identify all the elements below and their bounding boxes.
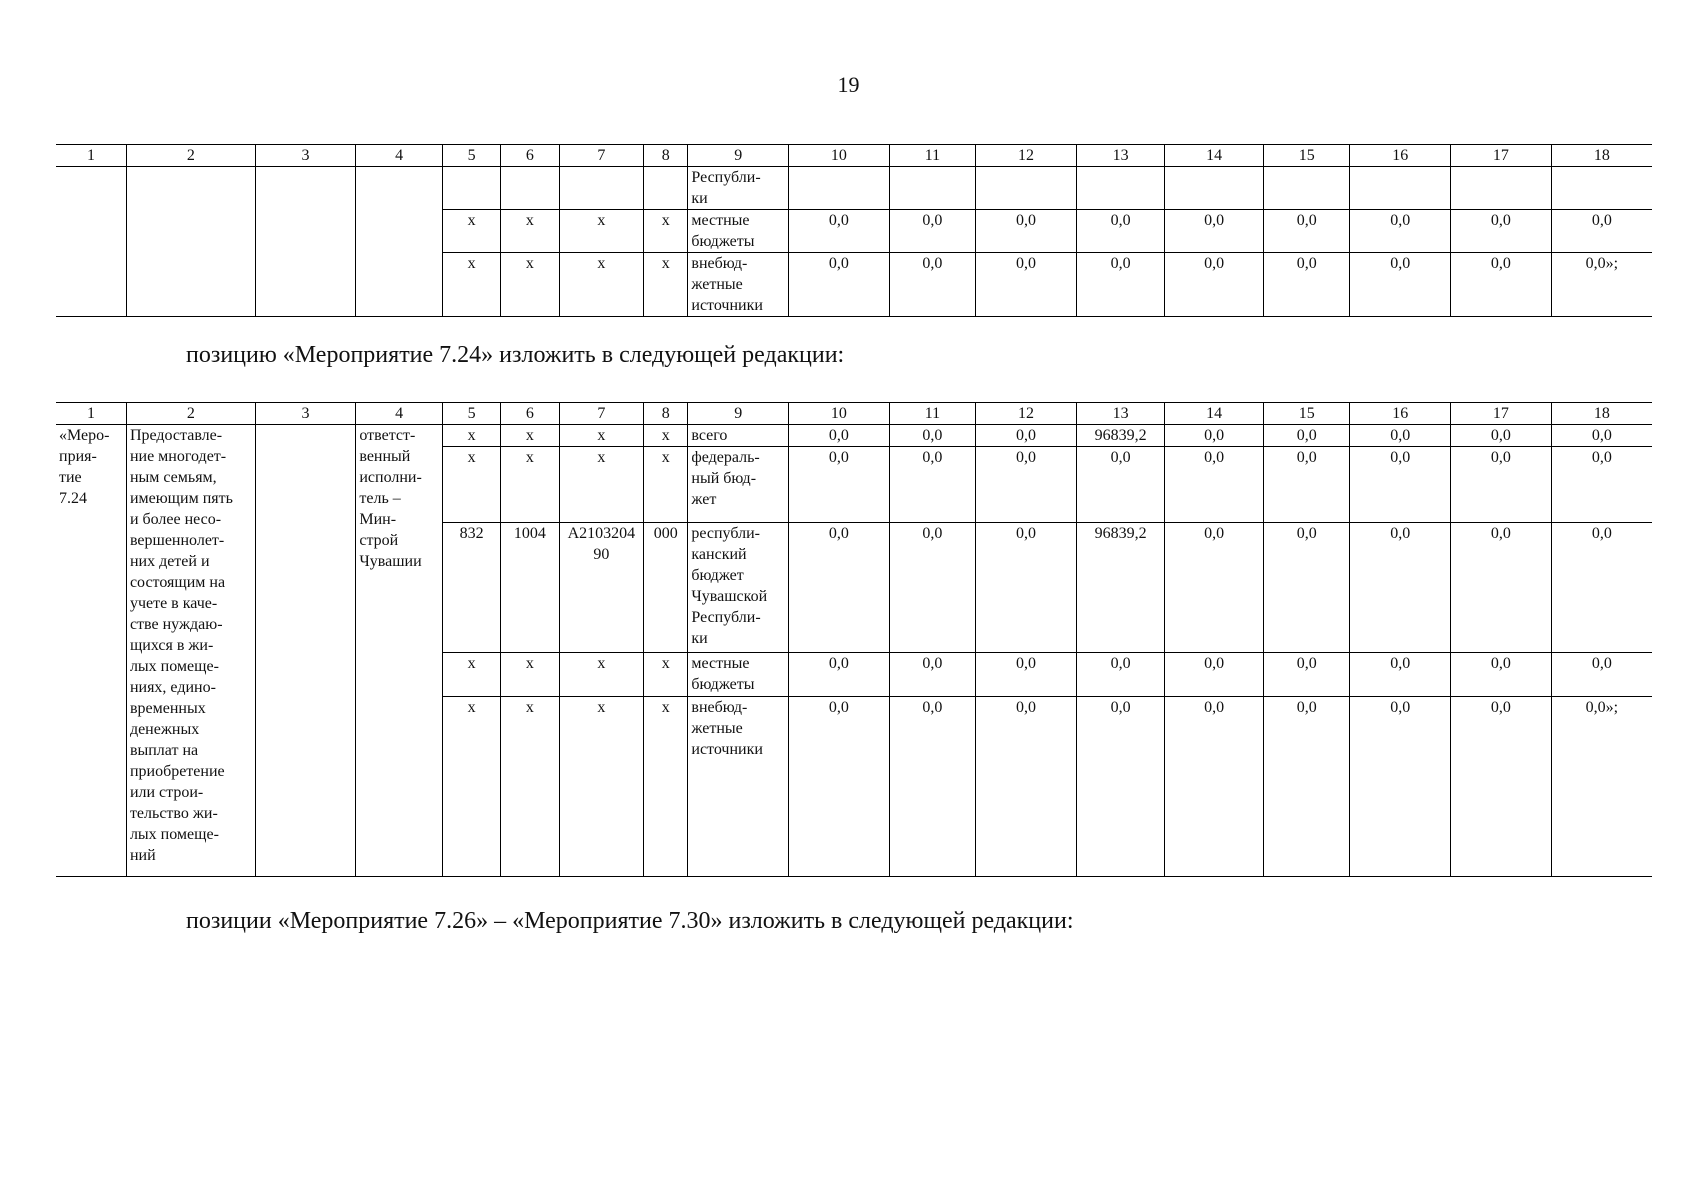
value-cell: 0,0	[889, 425, 976, 447]
value-cell: 0,0	[1451, 210, 1552, 253]
table-cell: х	[501, 210, 559, 253]
value-cell: 0,0	[1165, 697, 1264, 877]
column-header: 9	[688, 403, 789, 425]
value-cell: 0,0	[1263, 253, 1350, 317]
table-cell	[1263, 167, 1350, 210]
budget-code: 1004	[501, 523, 559, 653]
value-cell: 0,0	[1551, 210, 1652, 253]
value-cell: 0,0	[976, 253, 1077, 317]
column-header: 9	[688, 145, 789, 167]
column-header: 5	[442, 403, 500, 425]
value-cell: 0,0	[889, 253, 976, 317]
responsible-executor: ответст- венный исполни- тель – Мин- строй Чувашии	[356, 425, 443, 877]
value-cell: 0,0	[976, 523, 1077, 653]
column-header: 17	[1451, 403, 1552, 425]
value-cell: 0,0	[1263, 523, 1350, 653]
column-header: 2	[126, 145, 255, 167]
column-header: 11	[889, 145, 976, 167]
value-cell: 0,0	[976, 697, 1077, 877]
value-cell: 96839,2	[1076, 523, 1165, 653]
value-cell: 0,0	[889, 447, 976, 523]
value-cell: 0,0	[789, 697, 890, 877]
value-cell: 0,0	[1165, 253, 1264, 317]
column-header: 6	[501, 403, 559, 425]
budget-code: А2103204 90	[559, 523, 644, 653]
table-cell: х	[559, 447, 644, 523]
value-cell: 0,0	[1165, 653, 1264, 697]
value-cell: 0,0	[1165, 425, 1264, 447]
value-cell: 0,0	[789, 210, 890, 253]
value-cell: 0,0	[1451, 447, 1552, 523]
table-cell: х	[644, 210, 688, 253]
table-cell: х	[501, 653, 559, 697]
value-cell: 0,0»;	[1551, 253, 1652, 317]
source-label: республи- канский бюджет Чувашской Республи- ки	[688, 523, 789, 653]
table-cell	[889, 167, 976, 210]
table-cell: х	[501, 253, 559, 317]
column-header: 12	[976, 403, 1077, 425]
table-cell: х	[644, 653, 688, 697]
source-label: Республи- ки	[688, 167, 789, 210]
table-cell	[789, 167, 890, 210]
table-row	[56, 425, 1652, 447]
column-header: 14	[1165, 145, 1264, 167]
table-cell: х	[644, 447, 688, 523]
column-header: 2	[126, 403, 255, 425]
column-header: 13	[1076, 145, 1165, 167]
value-cell: 0,0	[976, 425, 1077, 447]
table-cell	[559, 167, 644, 210]
table-cell: х	[644, 425, 688, 447]
table-cell: х	[501, 697, 559, 877]
budget-code: 000	[644, 523, 688, 653]
value-cell: 0,0	[1076, 697, 1165, 877]
column-header: 15	[1263, 403, 1350, 425]
table-cell: х	[644, 697, 688, 877]
column-header: 5	[442, 145, 500, 167]
column-header: 4	[356, 403, 443, 425]
value-cell: 96839,2	[1076, 425, 1165, 447]
value-cell: 0,0	[1350, 253, 1451, 317]
table-cell	[56, 167, 126, 317]
table-cell: х	[442, 447, 500, 523]
value-cell: 0,0	[1350, 447, 1451, 523]
instruction-paragraph: позиции «Мероприятие 7.26» – «Мероприятие 7.30» изложить в следующей редакции:	[186, 908, 1074, 934]
value-cell: 0,0	[1451, 253, 1552, 317]
column-header: 18	[1551, 403, 1652, 425]
column-header: 3	[255, 145, 356, 167]
table-cell: х	[559, 697, 644, 877]
table-cell: х	[559, 425, 644, 447]
table-cell	[1551, 167, 1652, 210]
value-cell: 0,0	[1451, 523, 1552, 653]
value-cell: 0,0	[1350, 210, 1451, 253]
value-cell: 0,0	[1350, 425, 1451, 447]
table-cell: х	[442, 210, 500, 253]
instruction-paragraph: позицию «Мероприятие 7.24» изложить в следующей редакции:	[186, 342, 845, 368]
table-cell	[1451, 167, 1552, 210]
page-number: 19	[837, 72, 860, 97]
budget-table-measure-7-24	[56, 402, 1652, 877]
table-cell: х	[559, 653, 644, 697]
table-cell	[1165, 167, 1264, 210]
value-cell: 0,0	[1076, 210, 1165, 253]
value-cell: 0,0	[789, 653, 890, 697]
table-cell	[255, 167, 356, 317]
value-cell: 0,0	[1165, 447, 1264, 523]
value-cell: 0,0	[976, 447, 1077, 523]
table-cell: х	[501, 425, 559, 447]
table-cell: х	[442, 425, 500, 447]
column-header: 10	[789, 403, 890, 425]
measure-description: Предоставле- ние многодет- ным семьям, имеющим пять и более несо- вершеннолет- них детей и состоящим на учете в каче- стве нуждаю- щихся в жи- лых помеще- ниях, едино- временных денежных выплат на приобретение или строи- тельство жи- лых помеще- ний	[126, 425, 255, 877]
table-cell: х	[442, 653, 500, 697]
value-cell: 0,0»;	[1551, 697, 1652, 877]
column-header: 11	[889, 403, 976, 425]
value-cell: 0,0	[889, 653, 976, 697]
value-cell: 0,0	[1263, 210, 1350, 253]
table-cell	[1350, 167, 1451, 210]
value-cell: 0,0	[1165, 523, 1264, 653]
value-cell: 0,0	[1451, 653, 1552, 697]
source-label: внебюд- жетные источники	[688, 697, 789, 877]
source-label: внебюд- жетные источники	[688, 253, 789, 317]
table-cell	[126, 167, 255, 317]
column-header: 17	[1451, 145, 1552, 167]
column-header: 15	[1263, 145, 1350, 167]
value-cell: 0,0	[1263, 447, 1350, 523]
value-cell: 0,0	[1350, 697, 1451, 877]
table-cell: х	[501, 447, 559, 523]
column-header: 1	[56, 403, 126, 425]
value-cell: 0,0	[1451, 425, 1552, 447]
value-cell: 0,0	[889, 697, 976, 877]
value-cell: 0,0	[1551, 523, 1652, 653]
value-cell: 0,0	[1263, 653, 1350, 697]
column-header: 6	[501, 145, 559, 167]
table-cell	[976, 167, 1077, 210]
value-cell: 0,0	[1551, 447, 1652, 523]
budget-table-continuation	[56, 144, 1652, 317]
column-header: 10	[789, 145, 890, 167]
value-cell: 0,0	[1451, 697, 1552, 877]
value-cell: 0,0	[1350, 523, 1451, 653]
column-header: 4	[356, 145, 443, 167]
table-row	[56, 167, 1652, 210]
value-cell: 0,0	[1551, 425, 1652, 447]
column-header: 16	[1350, 403, 1451, 425]
column-header: 7	[559, 145, 644, 167]
table-cell	[255, 425, 356, 877]
value-cell: 0,0	[789, 447, 890, 523]
column-header: 18	[1551, 145, 1652, 167]
column-header: 3	[255, 403, 356, 425]
value-cell: 0,0	[1263, 697, 1350, 877]
column-header: 12	[976, 145, 1077, 167]
table-cell: х	[644, 253, 688, 317]
value-cell: 0,0	[1076, 447, 1165, 523]
value-cell: 0,0	[1263, 425, 1350, 447]
value-cell: 0,0	[976, 210, 1077, 253]
table-cell	[501, 167, 559, 210]
column-header-row	[56, 403, 1652, 425]
source-label: всего	[688, 425, 789, 447]
source-label: местные бюджеты	[688, 210, 789, 253]
column-header: 13	[1076, 403, 1165, 425]
column-header: 8	[644, 145, 688, 167]
budget-code: 832	[442, 523, 500, 653]
value-cell: 0,0	[789, 253, 890, 317]
value-cell: 0,0	[789, 425, 890, 447]
table-cell	[644, 167, 688, 210]
table-cell: х	[559, 253, 644, 317]
value-cell: 0,0	[889, 523, 976, 653]
table-cell: х	[559, 210, 644, 253]
value-cell: 0,0	[976, 653, 1077, 697]
value-cell: 0,0	[1165, 210, 1264, 253]
table-cell	[356, 167, 443, 317]
value-cell: 0,0	[1350, 653, 1451, 697]
column-header: 8	[644, 403, 688, 425]
column-header-row	[56, 145, 1652, 167]
table-cell: х	[442, 697, 500, 877]
measure-number: «Меро- прия- тие 7.24	[56, 425, 126, 877]
column-header: 1	[56, 145, 126, 167]
column-header: 16	[1350, 145, 1451, 167]
column-header: 14	[1165, 403, 1264, 425]
table-cell	[442, 167, 500, 210]
source-label: местные бюджеты	[688, 653, 789, 697]
column-header: 7	[559, 403, 644, 425]
value-cell: 0,0	[1076, 253, 1165, 317]
table-cell	[1076, 167, 1165, 210]
value-cell: 0,0	[1551, 653, 1652, 697]
value-cell: 0,0	[1076, 653, 1165, 697]
value-cell: 0,0	[789, 523, 890, 653]
source-label: федераль- ный бюд- жет	[688, 447, 789, 523]
value-cell: 0,0	[889, 210, 976, 253]
table-cell: х	[442, 253, 500, 317]
